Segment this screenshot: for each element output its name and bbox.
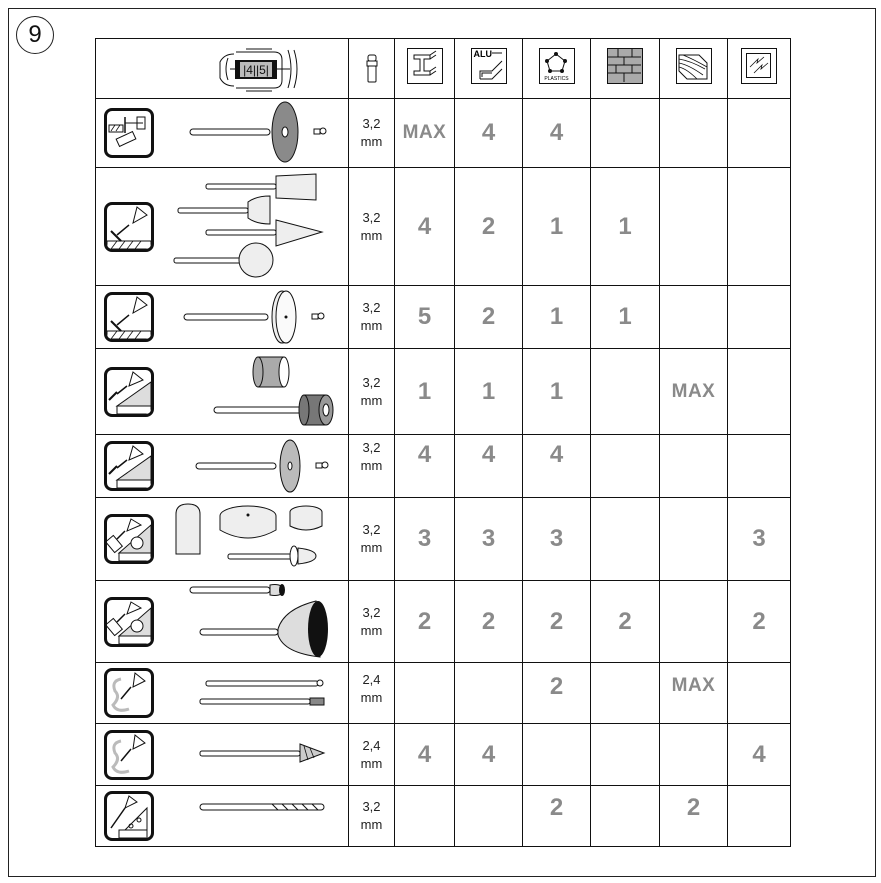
- accessory-cell-drill-bit: [96, 786, 349, 847]
- header-material-wood: [660, 39, 728, 99]
- sanding-application-icon: [104, 367, 154, 417]
- polishing-application-icon: [104, 514, 154, 564]
- speed-plastics: [523, 724, 591, 786]
- speed-plastics: 2: [523, 663, 591, 724]
- header-material-masonry: [591, 39, 660, 99]
- grinding-stones-illustration: [166, 168, 342, 284]
- speed-glass: 2: [728, 581, 791, 663]
- speed-steel: 3: [395, 498, 455, 581]
- speed-plastics: 1: [523, 349, 591, 435]
- table-row: [96, 786, 791, 847]
- speed-wood: [660, 168, 728, 286]
- brushing-application-icon: [104, 597, 154, 647]
- speed-glass: [728, 663, 791, 724]
- wood-grain-icon: [676, 48, 712, 84]
- speed-wood: MAX: [660, 349, 728, 435]
- header-row: [96, 39, 791, 99]
- speed-aluminium: 2: [455, 168, 523, 286]
- grinding-application-icon: [104, 292, 154, 342]
- brushes-illustration: [166, 581, 342, 661]
- plastics-molecule-icon: [539, 48, 575, 84]
- speed-masonry: [591, 724, 660, 786]
- accessory-cell-grinding-stones: [96, 168, 349, 286]
- speed-glass: [728, 786, 791, 847]
- table-row: [96, 498, 791, 581]
- speed-wood: [660, 435, 728, 498]
- accessory-cell-diamond-cone: [96, 724, 349, 786]
- engraving-application-icon: [104, 668, 154, 718]
- speed-aluminium: [455, 663, 523, 724]
- shank-size-cell: 3,2 mm: [349, 581, 395, 663]
- engraving-application-icon: [104, 730, 154, 780]
- speed-steel: 1: [395, 349, 455, 435]
- speed-steel: 4: [395, 168, 455, 286]
- header-material-plastics: [523, 39, 591, 99]
- brick-wall-icon: [607, 48, 643, 84]
- speed-masonry: [591, 349, 660, 435]
- shank-size-cell: 3,2 mm: [349, 786, 395, 847]
- shank-size-cell: 2,4 mm: [349, 663, 395, 724]
- table-row: [96, 435, 791, 498]
- speed-wood: [660, 724, 728, 786]
- table-row: [96, 724, 791, 786]
- speed-masonry: [591, 786, 660, 847]
- table-row: [96, 663, 791, 724]
- polishing-felts-illustration: [166, 498, 342, 578]
- speed-dial-label: |4||5|: [243, 62, 269, 77]
- header-material-aluminium: [455, 39, 523, 99]
- speed-wood: [660, 99, 728, 168]
- speed-masonry: 2: [591, 581, 660, 663]
- glass-pane-icon: [741, 48, 777, 84]
- accessory-cell-brushes: [96, 581, 349, 663]
- speed-glass: [728, 168, 791, 286]
- shank-size-cell: 3,2 mm: [349, 349, 395, 435]
- speed-plastics: 1: [523, 168, 591, 286]
- figure-number: 9: [28, 21, 42, 48]
- header-material-steel: [395, 39, 455, 99]
- shank-size-cell: 3,2 mm: [349, 99, 395, 168]
- speed-glass: [728, 99, 791, 168]
- speed-plastics: 2: [523, 581, 591, 663]
- accessory-cell-grinding-wheel: [96, 286, 349, 349]
- speed-masonry: 1: [591, 286, 660, 349]
- speed-steel: 4: [395, 435, 455, 498]
- speed-wood: [660, 581, 728, 663]
- speed-wood: [660, 286, 728, 349]
- speed-steel: [395, 663, 455, 724]
- speed-steel: MAX: [395, 99, 455, 168]
- sanding-band-illustration: [166, 349, 342, 433]
- grinding-wheel-illustration: [166, 286, 342, 348]
- speed-wood: [660, 498, 728, 581]
- speed-aluminium: 1: [455, 349, 523, 435]
- speed-glass: [728, 435, 791, 498]
- cut-off-wheel-illustration: [166, 99, 342, 165]
- plastics-label: PLASTICS: [544, 76, 569, 82]
- table-row: [96, 286, 791, 349]
- table-row: [96, 168, 791, 286]
- speed-recommendation-table: [95, 38, 791, 847]
- aluminium-profile-icon: [471, 48, 507, 84]
- speed-aluminium: 4: [455, 724, 523, 786]
- accessory-cell-engraving-cutters: [96, 663, 349, 724]
- speed-masonry: [591, 663, 660, 724]
- speed-plastics: 1: [523, 286, 591, 349]
- speed-steel: 4: [395, 724, 455, 786]
- engraving-cutters-illustration: [166, 663, 342, 723]
- sanding-application-icon: [104, 441, 154, 491]
- speed-dial-icon: [96, 40, 348, 98]
- accessory-cell-polishing-felts: [96, 498, 349, 581]
- speed-aluminium: 3: [455, 498, 523, 581]
- speed-steel: [395, 786, 455, 847]
- accessory-cell-sanding-disc: [96, 435, 349, 498]
- shank-size-cell: 3,2 mm: [349, 435, 395, 498]
- speed-plastics: 3: [523, 498, 591, 581]
- speed-glass: 3: [728, 498, 791, 581]
- grinding-application-icon: [104, 202, 154, 252]
- speed-aluminium: 4: [455, 435, 523, 498]
- collet-icon: [365, 54, 379, 84]
- speed-aluminium: 2: [455, 286, 523, 349]
- figure-number-badge: [16, 16, 54, 54]
- steel-i-beam-icon: [407, 48, 443, 84]
- speed-masonry: 1: [591, 168, 660, 286]
- header-shank-cell: [349, 39, 395, 99]
- speed-wood: MAX: [660, 663, 728, 724]
- diamond-cone-illustration: [166, 724, 342, 784]
- speed-plastics: 4: [523, 435, 591, 498]
- speed-steel: 2: [395, 581, 455, 663]
- speed-aluminium: 4: [455, 99, 523, 168]
- header-speed-dial-cell: [96, 39, 349, 99]
- speed-masonry: [591, 99, 660, 168]
- speed-wood: 2: [660, 786, 728, 847]
- shank-size-cell: 3,2 mm: [349, 286, 395, 349]
- alu-label: ALU: [473, 49, 492, 59]
- table-row: [96, 581, 791, 663]
- shank-size-cell: 3,2 mm: [349, 168, 395, 286]
- speed-glass: 4: [728, 724, 791, 786]
- speed-masonry: [591, 498, 660, 581]
- speed-steel: 5: [395, 286, 455, 349]
- table-row: [96, 99, 791, 168]
- sanding-disc-illustration: [166, 435, 342, 497]
- speed-masonry: [591, 435, 660, 498]
- shank-size-cell: 3,2 mm: [349, 498, 395, 581]
- speed-plastics: 4: [523, 99, 591, 168]
- accessory-cell-sanding-band: [96, 349, 349, 435]
- cutting-application-icon: [104, 108, 154, 158]
- header-material-glass: [728, 39, 791, 99]
- table-row: [96, 349, 791, 435]
- speed-glass: [728, 286, 791, 349]
- speed-plastics: 2: [523, 786, 591, 847]
- speed-glass: [728, 349, 791, 435]
- accessory-cell-cutting-wheel: [96, 99, 349, 168]
- speed-aluminium: 2: [455, 581, 523, 663]
- drill-bit-illustration: [166, 786, 342, 846]
- speed-aluminium: [455, 786, 523, 847]
- shank-size-cell: 2,4 mm: [349, 724, 395, 786]
- drilling-application-icon: [104, 791, 154, 841]
